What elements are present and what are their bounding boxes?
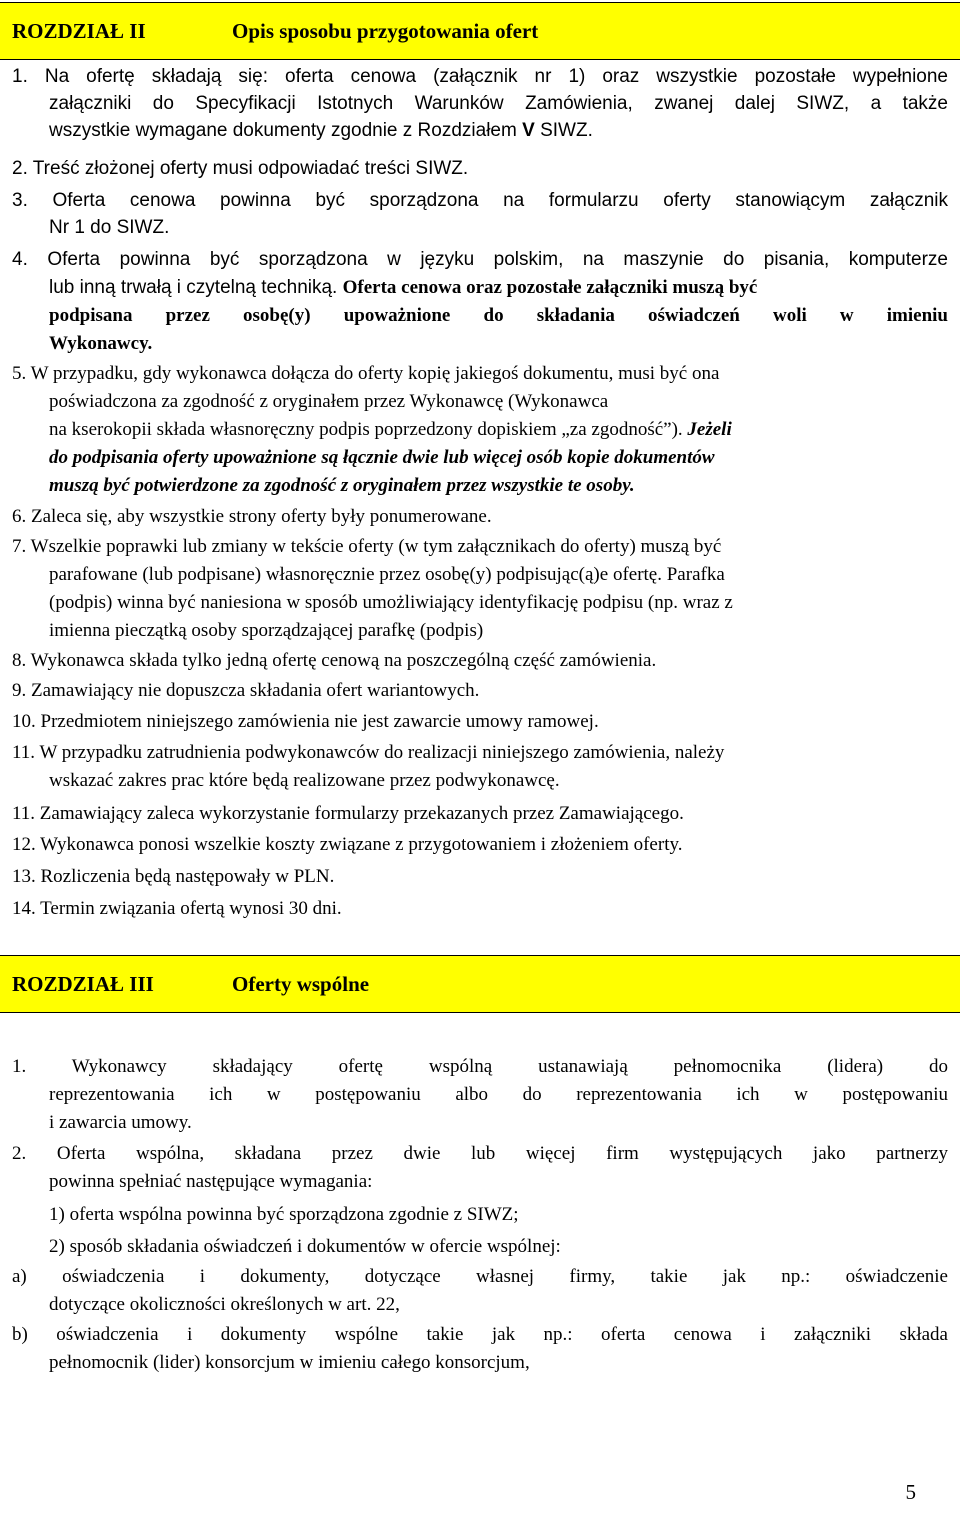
text-line xyxy=(49,118,593,144)
text-line: poświadczona za zgodność z oryginałem przez Wykonawcę (Wykonawca xyxy=(49,391,609,412)
section-3-header xyxy=(0,955,960,1013)
text-line: wskazać zakres prac które będą realizowane przez podwykonawcę. xyxy=(49,770,560,791)
text-line: 2) sposób składania oświadczeń i dokumentów w ofercie wspólnej: xyxy=(49,1236,561,1257)
section-2-label: ROZDZIAŁ II xyxy=(12,19,146,43)
text-line: dotyczące okoliczności określonych w art. 22, xyxy=(49,1294,400,1315)
text-line: 10. Przedmiotem niniejszego zamówienia nie jest zawarcie umowy ramowej. xyxy=(12,711,599,732)
text-line xyxy=(49,275,757,301)
text-line: 8. Wykonawca składa tylko jedną ofertę cenową na poszczególną część zamówienia. xyxy=(12,650,657,671)
text-line: parafowane (lub podpisane) własnoręcznie przez osobę(y) podpisując(ą)e ofertę. Parafka xyxy=(49,564,725,585)
text-line: 1. Wykonawcy składający ofertę wspólną ustanawiają pełnomocnika (lidera) do xyxy=(12,1056,948,1077)
text-line: 2. Treść złożonej oferty musi odpowiadać treści SIWZ. xyxy=(12,158,469,179)
text-span: wszystkie wymagane dokumenty zgodnie z Rozdziałem xyxy=(49,120,523,141)
text-line: 4. Oferta powinna być sporządzona w języku polskim, na maszynie do pisania, komputerze xyxy=(12,249,948,270)
text-line: 6. Zaleca się, aby wszystkie strony oferty były ponumerowane. xyxy=(12,506,492,527)
text-line: (podpis) winna być naniesiona w sposób umożliwiający identyfikację podpisu (np. wraz z xyxy=(49,592,733,613)
section-2-title: Opis sposobu przygotowania ofert xyxy=(232,19,539,43)
text-line: 7. Wszelkie poprawki lub zmiany w tekście oferty (w tym załącznikach do oferty) muszą być xyxy=(12,536,722,557)
text-span-bold: V xyxy=(522,120,535,141)
text-span-bold: Oferta cenowa oraz pozostałe załączniki muszą być xyxy=(342,277,758,298)
text-line: powinna spełniać następujące wymagania: xyxy=(49,1171,373,1192)
text-line: 5. W przypadku, gdy wykonawca dołącza do oferty kopię jakiegoś dokumentu, musi być ona xyxy=(12,363,720,384)
text-line: 12. Wykonawca ponosi wszelkie koszty związane z przygotowaniem i złożeniem oferty. xyxy=(12,834,683,855)
text-line: pełnomocnik (lider) konsorcjum w imieniu całego konsorcjum, xyxy=(49,1352,530,1373)
text-line: podpisana przez osobę(y) upoważnione do składania oświadczeń woli w imieniu xyxy=(49,305,948,326)
section-3-label: ROZDZIAŁ III xyxy=(12,972,154,996)
text-line: załączniki do Specyfikacji Istotnych Warunków Zamówienia, zwanej dalej SIWZ, a także xyxy=(49,93,948,114)
text-line: 3. Oferta cenowa powinna być sporządzona na formularzu oferty stanowiącym załącznik xyxy=(12,190,948,211)
text-line: 11. Zamawiający zaleca wykorzystanie formularzy przekazanych przez Zamawiającego. xyxy=(12,803,684,824)
text-line: i zawarcia umowy. xyxy=(49,1112,192,1133)
section-2-header xyxy=(0,2,960,60)
text-line: imienna pieczątką osoby sporządzającej parafkę (podpis) xyxy=(49,620,484,641)
text-line: b) oświadczenia i dokumenty wspólne takie jak np.: oferta cenowa i załączniki składa xyxy=(12,1324,948,1345)
text-span-bold-italic: Jeżeli xyxy=(687,419,732,440)
text-line: 1) oferta wspólna powinna być sporządzona zgodnie z SIWZ; xyxy=(49,1204,519,1225)
text-line: a) oświadczenia i dokumenty, dotyczące własnej firmy, takie jak np.: oświadczenie xyxy=(12,1266,948,1287)
text-line: 9. Zamawiający nie dopuszcza składania ofert wariantowych. xyxy=(12,680,480,701)
section-3-title: Oferty wspólne xyxy=(232,972,370,996)
page-number: 5 xyxy=(905,1480,916,1504)
text-line: 13. Rozliczenia będą następowały w PLN. xyxy=(12,866,335,887)
text-span: SIWZ. xyxy=(534,120,593,141)
text-line: do podpisania oferty upoważnione są łącznie dwie lub więcej osób kopie dokumentów xyxy=(49,447,715,468)
text-line: Wykonawcy. xyxy=(49,333,153,354)
text-line: 14. Termin związania ofertą wynosi 30 dni. xyxy=(12,898,342,919)
text-line: 2. Oferta wspólna, składana przez dwie lub więcej firm występujących jako partnerzy xyxy=(12,1143,948,1164)
text-line: 11. W przypadku zatrudnienia podwykonawców do realizacji niniejszego zamówienia, należy xyxy=(12,742,725,763)
text-line: Nr 1 do SIWZ. xyxy=(49,217,170,238)
text-span: na kserokopii składa własnoręczny podpis poprzedzony dopiskiem „za zgodność”). xyxy=(49,419,688,440)
text-span: lub inną trwałą i czytelną techniką. xyxy=(49,277,343,298)
text-line: 1. Na ofertę składają się: oferta cenowa (załącznik nr 1) oraz wszystkie pozostałe wypełnione xyxy=(12,66,948,87)
text-line: reprezentowania ich w postępowaniu albo do reprezentowania ich w postępowaniu xyxy=(49,1084,948,1105)
text-line: muszą być potwierdzone za zgodność z oryginałem przez wszystkie te osoby. xyxy=(49,475,635,496)
text-line xyxy=(49,417,732,443)
